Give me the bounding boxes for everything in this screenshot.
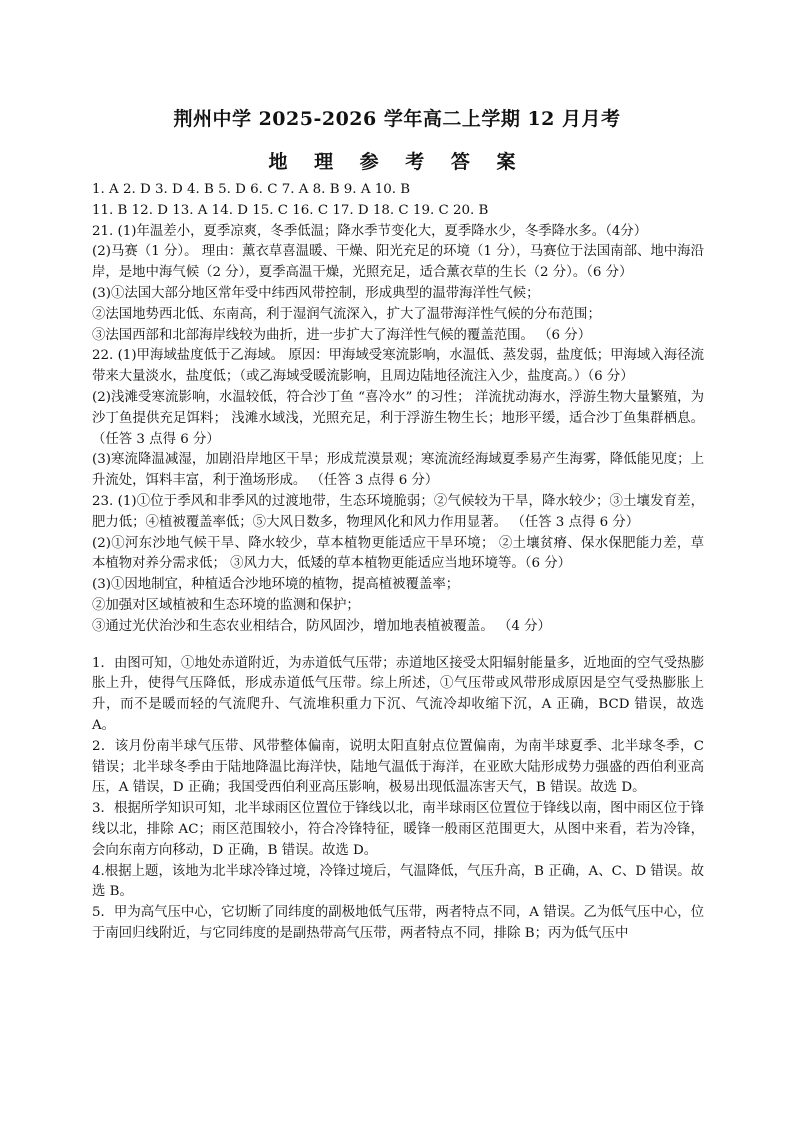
choice-answers-line: 1. A 2. D 3. D 4. B 5. D 6. C 7. A 8. B 9. A 10. B <box>92 182 411 197</box>
q21-answer: (3)①法国大部分地区常年受中纬西风带控制，形成典型的温带海洋性气候； <box>92 285 540 301</box>
answer-body <box>92 180 704 945</box>
q21-answer: ②法国地势西北低、东南高，利于湿润气流深入，扩大了温带海洋性气候的分布范围； <box>92 306 601 322</box>
q23-answer: ②加强对区域植被和生态环境的监测和保护； <box>92 597 360 613</box>
explanation-paragraph: 1．由图可知，①地处赤道附近，为赤道低气压带；赤道地区接受太阳辐射能量多，近地面的空气受热膨胀上升，使得气压降低，形成赤道低气压带。综上所述，①气压带或风带形成原因是空气受热膨胀上升，而不是暖而轻的气流爬升、气流堆积重力下沉、气流冷却收缩下沉，A 正确，BCD 错误，故选 A。 <box>92 655 704 733</box>
explanation-paragraph: 2．该月份南半球气压带、风带整体偏南，说明太阳直射点位置偏南，为南半球夏季、北半球冬季，C 错误；北半球冬季由于陆地降温比海洋快，陆地气温低于海洋，在亚欧大陆形成势力强盛的西伯利亚高压，A 错误，D 正确；我国受西伯利亚高压影响，极易出现低温冻害天气，B 错误。故选 D。 <box>92 738 704 796</box>
q22-answer: 22. (1)甲海域盐度低于乙海域。 原因：甲海域受寒流影响，水温低、蒸发弱，盐度低；甲海域入海径流带来大量淡水，盐度低；（或乙海域受暖流影响，且周边陆地径流注入少，盐度高。）（6 分） <box>92 348 704 385</box>
q22-answer: (2)浅滩受寒流影响，水温较低，符合沙丁鱼 “喜冷水” 的习性； 洋流扰动海水，浮游生物大量繁殖，为沙丁鱼提供充足饵料； 浅滩水域浅，光照充足，利于浮游生物生长；地形平缓，适合沙丁鱼集群栖息。 （任答 3 点得 6 分） <box>92 389 704 447</box>
section-gap <box>92 638 704 654</box>
q21-answer: ③法国西部和北部海岸线较为曲折，进一步扩大了海洋性气候的覆盖范围。 （6 分） <box>92 327 592 343</box>
explanation-paragraph: 3．根据所学知识可知，北半球雨区位置位于锋线以北，南半球雨区位置位于锋线以南，图中雨区位于锋线以北，排除 AC；雨区范围较小，符合冷锋特征，暖锋一般雨区范围更大，从图中来看，若为冷锋，会向东南方向移动，D 正确，B 错误。故选 D。 <box>92 801 704 858</box>
q21-answer: (2)马赛（1 分）。 理由：薰衣草喜温暖、干燥、阳光充足的环境（1 分），马赛位于法国南部、地中海沿岸，是地中海气候（2 分），夏季高温干燥，光照充足，适合薰衣草的生长（2 分）。（6 分） <box>92 244 704 281</box>
q23-answer: (3)①因地制宜，种植适合沙地环境的植物，提高植被覆盖率； <box>92 577 460 593</box>
q22-answer: (3)寒流降温减湿，加剧沿岸地区干旱；形成荒漠景观；寒流流经海域夏季易产生海雾，降低能见度；上升流处，饵料丰富，利于渔场形成。 （任答 3 点得 6 分） <box>92 452 704 489</box>
q23-answer: 23. (1)①位于季风和非季风的过渡地带，生态环境脆弱；②气候较为干旱，降水较少；③土壤发育差，肥力低；④植被覆盖率低；⑤大风日数多，物理风化和风力作用显著。 （任答 3 点得 6 分） <box>92 493 704 530</box>
q23-answer: ③通过光伏治沙和生态农业相结合，防风固沙，增加地表植被覆盖。 （4 分） <box>92 618 551 634</box>
page-title: 荆州中学 2025-2026 学年高二上学期 12 月月考 <box>173 108 621 130</box>
q21-answer: 21. (1)年温差小，夏季凉爽，冬季低温；降水季节变化大，夏季降水少，冬季降水多。（4分） <box>92 223 648 239</box>
page-subtitle: 地 理 参 考 答 案 <box>268 151 526 173</box>
q23-answer: (2)①河东沙地气候干旱、降水较少，草本植物更能适应干旱环境； ②土壤贫瘠、保水保肥能力差，草本植物对养分需求低； ③风力大，低矮的草本植物更能适应当地环境等。（6 分） <box>92 535 704 572</box>
choice-answers-line: 11. B 12. D 13. A 14. D 15. C 16. C 17. D 18. C 19. C 20. B <box>92 202 489 218</box>
explanation-paragraph: 5．甲为高气压中心，它切断了同纬度的副极地低气压带，两者特点不同，A 错误。乙为低气压中心，位于南回归线附近，与它同纬度的是副热带高气压带，两者特点不同，排除 B；丙为低气压中 <box>92 905 704 941</box>
explanation-paragraph: 4.根据上题，该地为北半球冷锋过境，冷锋过境后，气温降低，气压升高，B 正确，A、C、D 错误。故选 B。 <box>92 863 704 900</box>
